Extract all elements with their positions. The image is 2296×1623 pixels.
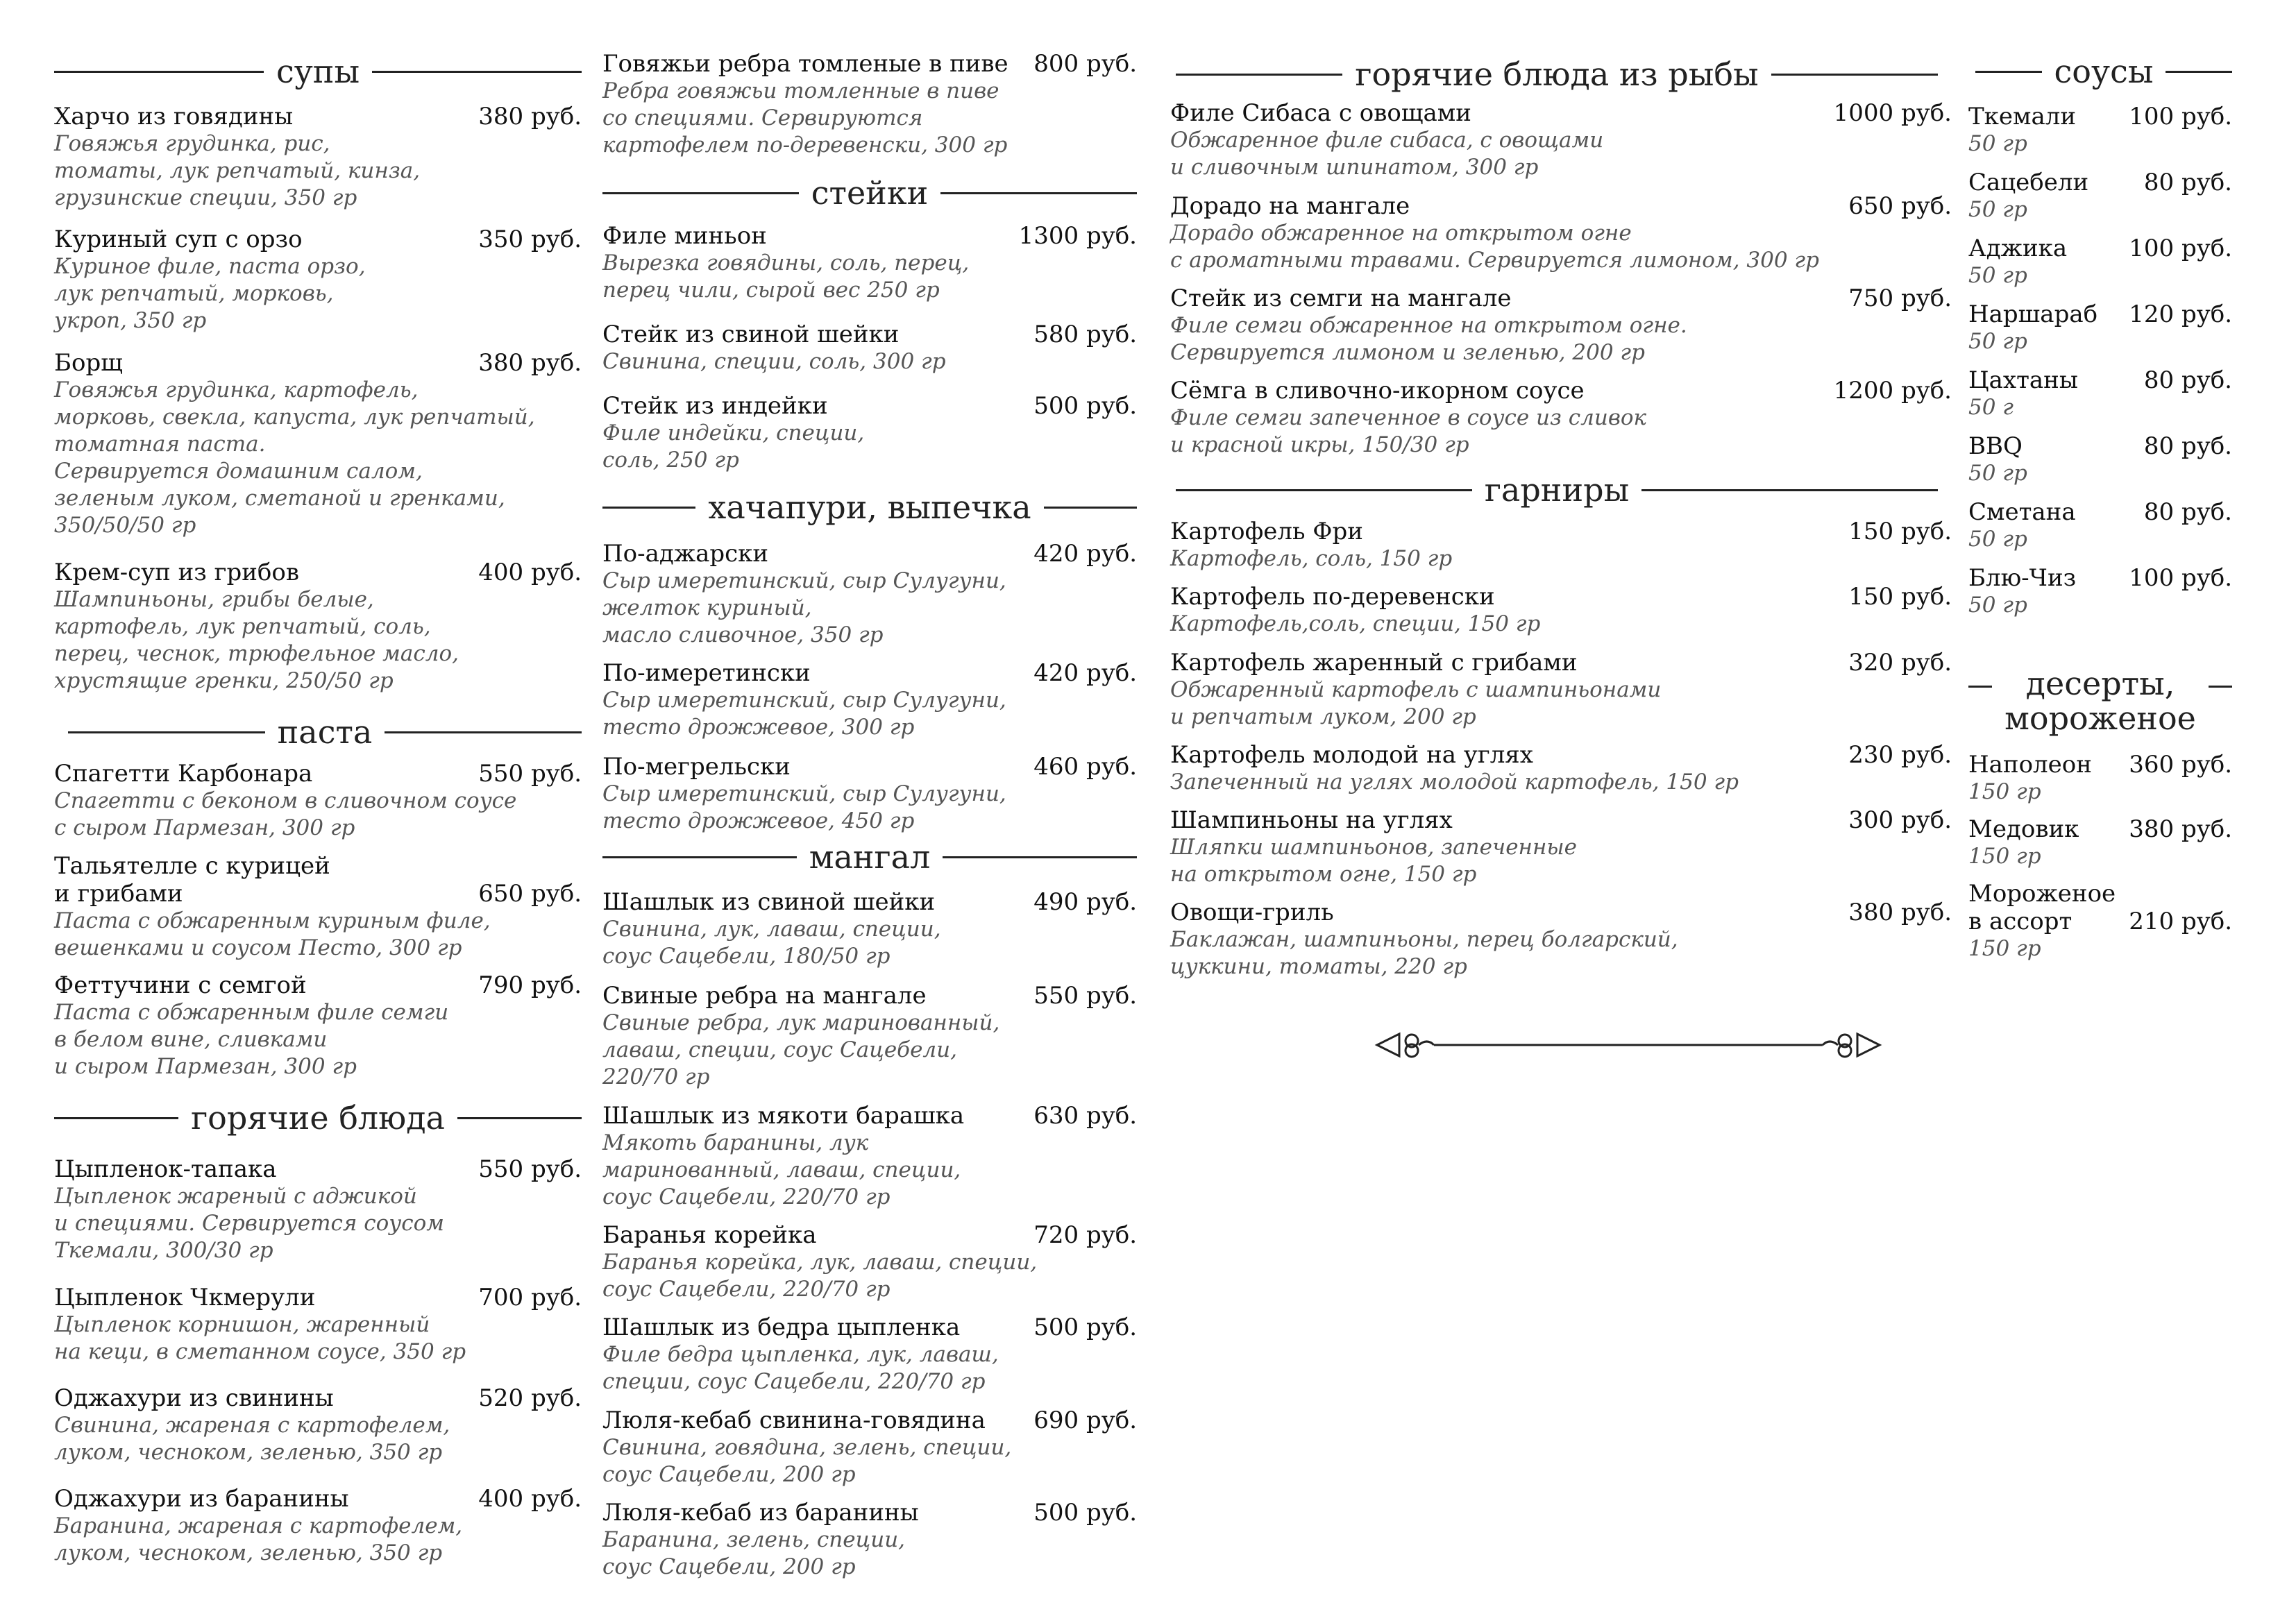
menu-item: Харчо из говядины 380 руб. Говяжья грудинка, рис, томаты, лук репчатый, кинза, грузинские специи, 350 гр — [54, 103, 582, 210]
menu-item: Филе Сибаса с овощами 1000 руб. Обжаренное филе сибаса, с овощами и сливочным шпинатом, 300 гр — [1170, 99, 1952, 180]
menu-item: Наполеон 360 руб. 150 гр — [1968, 751, 2232, 804]
section-title-hot: горячие блюда — [54, 1102, 582, 1134]
section-title-desserts: десерты, мороженое — [1968, 666, 2232, 736]
menu-item: Картофель Фри 150 руб. Картофель, соль, 150 гр — [1170, 518, 1952, 571]
menu-item: Сацебели 80 руб. 50 гр — [1968, 169, 2232, 222]
menu-item: По-имеретински 420 руб. Сыр имеретинский, сыр Сулугуни, тесто дрожжевое, 300 гр — [602, 659, 1137, 740]
column-3 — [1170, 0, 1952, 1623]
menu-item: Баранья корейка 720 руб. Баранья корейка, лук, лаваш, специи, соус Сацебели, 220/70 гр — [602, 1221, 1137, 1302]
title-rule — [943, 856, 1137, 858]
title-rule — [602, 192, 799, 194]
menu-item: Цыпленок Чкмерули 700 руб. Цыпленок корнишон, жаренный на кеци, в сметанном соусе, 350 гр — [54, 1284, 582, 1364]
menu-item: Шашлык из бедра цыпленка 500 руб. Филе бедра цыпленка, лук, лаваш, специи, соус Сацебели, 220/70 гр — [602, 1314, 1137, 1394]
column-2 — [602, 0, 1137, 1623]
title-rule — [1771, 74, 1938, 76]
menu-item: Картофель жаренный с грибами 320 руб. Обжаренный картофель с шампиньонами и репчатым луком, 200 гр — [1170, 649, 1952, 729]
section-title-soups: супы — [54, 56, 582, 87]
section-title-sauces: соусы — [1975, 56, 2232, 87]
menu-item: Шашлык из мякоти барашка 630 руб. Мякоть баранины, лук маринованный, лаваш, специи, соус Сацебели, 220/70 гр — [602, 1102, 1137, 1209]
menu-item: Борщ 380 руб. Говяжья грудинка, картофель, морковь, свекла, капуста, лук репчатый, томатная паста. Сервируется домашним салом, зеленым луком, сметаной и гренками, 350/50/50 гр — [54, 349, 582, 538]
section-title-mangal: мангал — [602, 841, 1137, 873]
menu-item: Стейк из индейки 500 руб. Филе индейки, специи, соль, 250 гр — [602, 392, 1137, 473]
section-title-garnish: гарниры — [1176, 474, 1938, 506]
menu-item: По-мегрельски 460 руб. Сыр имеретинский, сыр Сулугуни, тесто дрожжевое, 450 гр — [602, 753, 1137, 833]
title-rule — [602, 856, 797, 858]
menu-item: BBQ 80 руб. 50 гр — [1968, 432, 2232, 486]
menu-item: Стейк из свиной шейки 580 руб. Свинина, специи, соль, 300 гр — [602, 321, 1137, 374]
title-rule — [2166, 71, 2232, 73]
menu-item: Медовик 380 руб. 150 гр — [1968, 815, 2232, 869]
title-rule — [1176, 74, 1342, 76]
menu-item: Блю-Чиз 100 руб. 50 гр — [1968, 564, 2232, 618]
menu-item: Цыпленок-тапака 550 руб. Цыпленок жареный с аджикой и специями. Сервируется соусом Ткемали, 300/30 гр — [54, 1155, 582, 1263]
menu-item: Тальятелле с курицей и грибами 650 руб. Паста с обжаренным куриным филе, вешенками и соусом Песто, 300 гр — [54, 852, 582, 960]
menu-item: Оджахури из свинины 520 руб. Свинина, жареная с картофелем, луком, чесноком, зеленью, 350 гр — [54, 1384, 582, 1465]
menu-item: Картофель по-деревенски 150 руб. Картофель,соль, специи, 150 гр — [1170, 583, 1952, 636]
title-rule — [457, 1117, 582, 1119]
title-rule — [602, 507, 695, 509]
menu-item: Сметана 80 руб. 50 гр — [1968, 498, 2232, 552]
title-rule — [1968, 686, 1992, 688]
menu-item: Филе миньон 1300 руб. Вырезка говядины, соль, перец, перец чили, сырой вес 250 гр — [602, 222, 1137, 303]
title-rule — [385, 731, 582, 733]
menu-item: Цахтаны 80 руб. 50 г — [1968, 366, 2232, 420]
column-4 — [1968, 0, 2232, 1623]
menu-item: Аджика 100 руб. 50 гр — [1968, 235, 2232, 288]
menu-item: Наршараб 120 руб. 50 гр — [1968, 300, 2232, 354]
title-rule — [2209, 686, 2232, 688]
section-title-pasta: паста — [68, 716, 582, 748]
title-rule — [1176, 489, 1472, 491]
menu-item: Люля-кебаб из баранины 500 руб. Баранина, зелень, специи, соус Сацебели, 200 гр — [602, 1499, 1137, 1579]
title-rule — [1641, 489, 1938, 491]
menu-item: Сёмга в сливочно-икорном соусе 1200 руб. Филе семги запеченное в соусе из сливок и красной икры, 150/30 гр — [1170, 377, 1952, 457]
menu-item: Спагетти Карбонара 550 руб. Спагетти с беконом в сливочном соусе с сыром Пармезан, 300 гр — [54, 760, 582, 840]
menu-item: Мороженое в ассорт 210 руб. 150 гр — [1968, 880, 2232, 961]
title-rule — [68, 731, 265, 733]
menu-item: По-аджарски 420 руб. Сыр имеретинский, сыр Сулугуни, желток куриный, масло сливочное, 350 гр — [602, 540, 1137, 647]
title-rule — [54, 71, 264, 73]
title-rule — [1975, 71, 2042, 73]
menu-item: Феттучини с семгой 790 руб. Паста с обжаренным филе семги в белом вине, сливками и сыром Пармезан, 300 гр — [54, 971, 582, 1079]
menu-item: Овощи-гриль 380 руб. Баклажан, шампиньоны, перец болгарский, цуккини, томаты, 220 гр — [1170, 899, 1952, 979]
ornament-divider-icon — [1371, 1026, 1885, 1064]
menu-item: Куриный суп с орзо 350 руб. Куриное филе, паста орзо, лук репчатый, морковь, укроп, 350 гр — [54, 226, 582, 333]
title-rule — [940, 192, 1137, 194]
menu-item: Говяжьи ребра томленые в пиве 800 руб. Ребра говяжьи томленные в пиве со специями. Сервируются картофелем по-деревенски, 300 гр — [602, 50, 1137, 158]
menu-item: Оджахури из баранины 400 руб. Баранина, жареная с картофелем, луком, чесноком, зеленью, 350 гр — [54, 1485, 582, 1565]
section-title-steaks: стейки — [602, 177, 1137, 209]
menu-item: Картофель молодой на углях 230 руб. Запеченный на углях молодой картофель, 150 гр — [1170, 741, 1952, 794]
menu-item: Стейк из семги на мангале 750 руб. Филе семги обжаренное на открытом огне. Сервируется лимоном и зеленью, 200 гр — [1170, 284, 1952, 365]
menu-item: Дорадо на мангале 650 руб. Дорадо обжаренное на открытом огне с ароматными травами. Сервируется лимоном, 300 гр — [1170, 192, 1952, 273]
menu-item: Люля-кебаб свинина-говядина 690 руб. Свинина, говядина, зелень, специи, соус Сацебели, 200 гр — [602, 1407, 1137, 1487]
menu-item: Шашлык из свиной шейки 490 руб. Свинина, лук, лаваш, специи, соус Сацебели, 180/50 гр — [602, 888, 1137, 969]
title-rule — [54, 1117, 178, 1119]
title-rule — [372, 71, 582, 73]
title-rule — [1044, 507, 1137, 509]
menu-item: Свиные ребра на мангале 550 руб. Свиные ребра, лук маринованный, лаваш, специи, соус Сацебели, 220/70 гр — [602, 982, 1137, 1089]
section-title-fish: горячие блюда из рыбы — [1176, 58, 1938, 90]
menu-item: Ткемали 100 руб. 50 гр — [1968, 103, 2232, 156]
section-title-khachapuri: хачапури, выпечка — [602, 491, 1137, 523]
column-1 — [54, 0, 582, 1623]
menu-item: Шампиньоны на углях 300 руб. Шляпки шампиньонов, запеченные на открытом огне, 150 гр — [1170, 806, 1952, 887]
menu-item: Крем-суп из грибов 400 руб. Шампиньоны, грибы белые, картофель, лук репчатый, соль, перец, чеснок, трюфельное масло, хрустящие гренки, 250/50 гр — [54, 559, 582, 693]
